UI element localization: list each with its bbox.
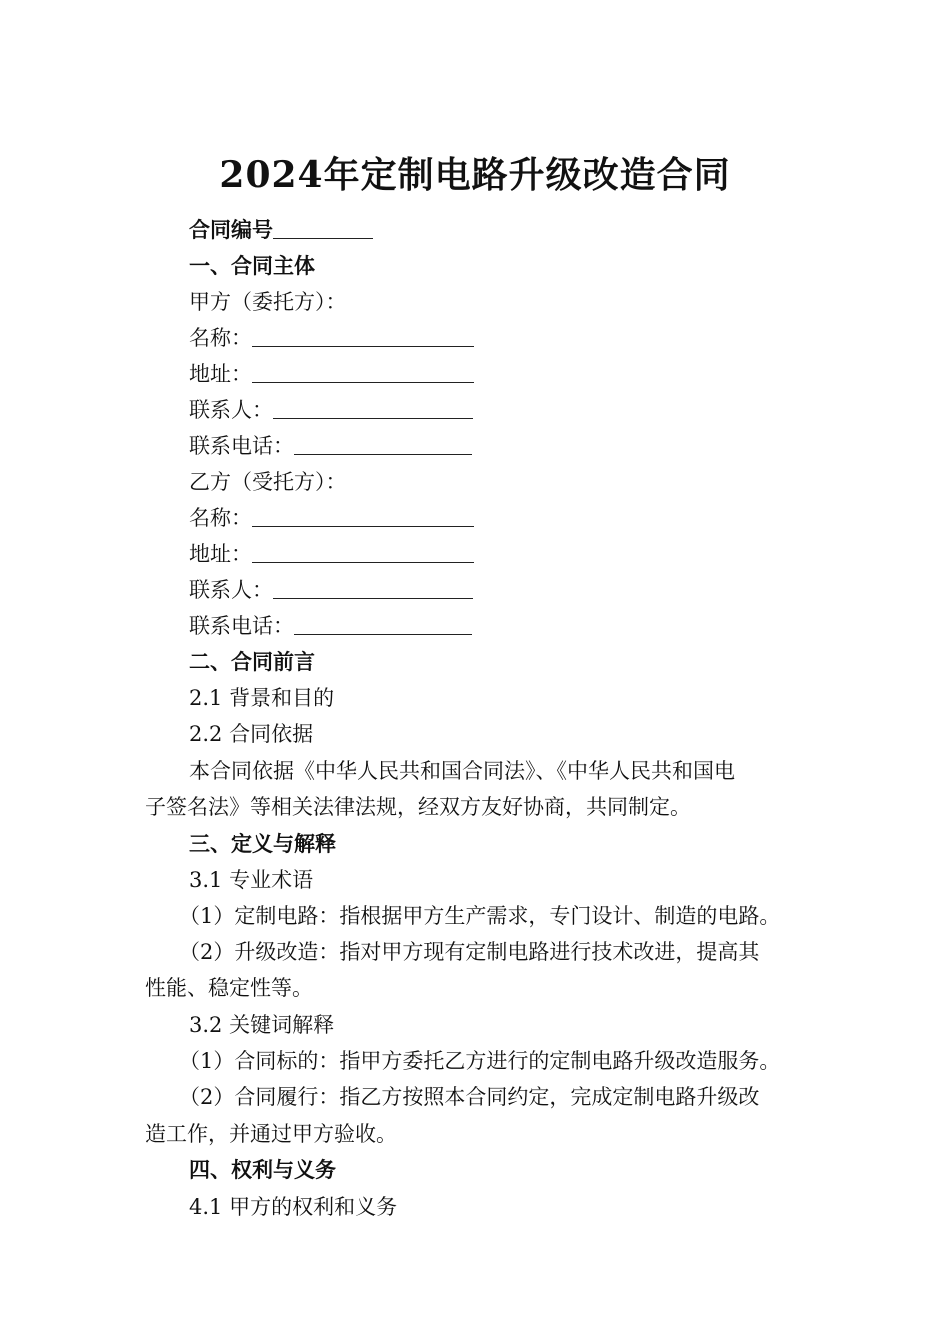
contract-number-blank[interactable] <box>273 216 373 239</box>
address-label: 地址： <box>189 362 252 386</box>
party-a-address-row <box>189 359 474 389</box>
party-a-phone-row <box>189 431 472 461</box>
clause-3-1-item1: （1）定制电路：指根据甲方生产需求，专门设计、制造的电路。 <box>179 904 781 928</box>
section-3-heading: 三、定义与解释 <box>189 831 336 856</box>
contact-label: 联系人： <box>189 578 273 602</box>
section-2-heading: 二、合同前言 <box>189 649 315 674</box>
clause-3-2: 3.2 关键词解释 <box>189 1013 335 1037</box>
clause-2-2-text-line1: 本合同依据《中华人民共和国合同法》、《中华人民共和国电 <box>189 759 735 783</box>
clause-3-2-item1: （1）合同标的：指甲方委托乙方进行的定制电路升级改造服务。 <box>179 1049 781 1073</box>
address-label: 地址： <box>189 542 252 566</box>
clause-2-2: 2.2 合同依据 <box>189 722 314 746</box>
phone-label: 联系电话： <box>189 614 294 638</box>
clause-3-1: 3.1 专业术语 <box>189 868 314 892</box>
party-a-address-blank[interactable] <box>252 360 474 383</box>
clause-3-2-item2-line1: （2）合同履行：指乙方按照本合同约定，完成定制电路升级改 <box>179 1085 760 1109</box>
contract-number-label: 合同编号 <box>189 217 273 242</box>
contact-label: 联系人： <box>189 398 273 422</box>
party-b-contact-blank[interactable] <box>273 576 473 599</box>
party-a-phone-blank[interactable] <box>294 432 472 455</box>
party-b-name-row <box>189 503 474 533</box>
party-a-heading: 甲方（委托方）： <box>189 290 347 314</box>
document-title: 2024年定制电路升级改造合同 <box>219 154 731 196</box>
party-b-contact-row <box>189 575 473 605</box>
party-b-phone-row <box>189 611 472 641</box>
party-b-address-row <box>189 539 474 569</box>
name-label: 名称： <box>189 326 252 350</box>
party-a-contact-blank[interactable] <box>273 396 473 419</box>
party-b-address-blank[interactable] <box>252 540 474 563</box>
party-a-name-row <box>189 323 474 353</box>
clause-3-2-item2-line2: 造工作，并通过甲方验收。 <box>145 1122 397 1146</box>
clause-2-2-text-line2: 子签名法》等相关法律法规，经双方友好协商，共同制定。 <box>145 795 691 819</box>
party-a-contact-row <box>189 395 473 425</box>
clause-2-1: 2.1 背景和目的 <box>189 686 335 710</box>
clause-3-1-item2-line1: （2）升级改造：指对甲方现有定制电路进行技术改进，提高其 <box>179 940 760 964</box>
clause-3-1-item2-line2: 性能、稳定性等。 <box>145 976 313 1000</box>
party-b-name-blank[interactable] <box>252 504 474 527</box>
clause-4-1: 4.1 甲方的权利和义务 <box>189 1195 398 1219</box>
contract-number-row <box>189 215 373 245</box>
section-1-heading: 一、合同主体 <box>189 253 315 278</box>
name-label: 名称： <box>189 506 252 530</box>
party-b-phone-blank[interactable] <box>294 612 472 635</box>
party-b-heading: 乙方（受托方）： <box>189 470 347 494</box>
section-4-heading: 四、权利与义务 <box>189 1157 336 1182</box>
phone-label: 联系电话： <box>189 434 294 458</box>
party-a-name-blank[interactable] <box>252 324 474 347</box>
